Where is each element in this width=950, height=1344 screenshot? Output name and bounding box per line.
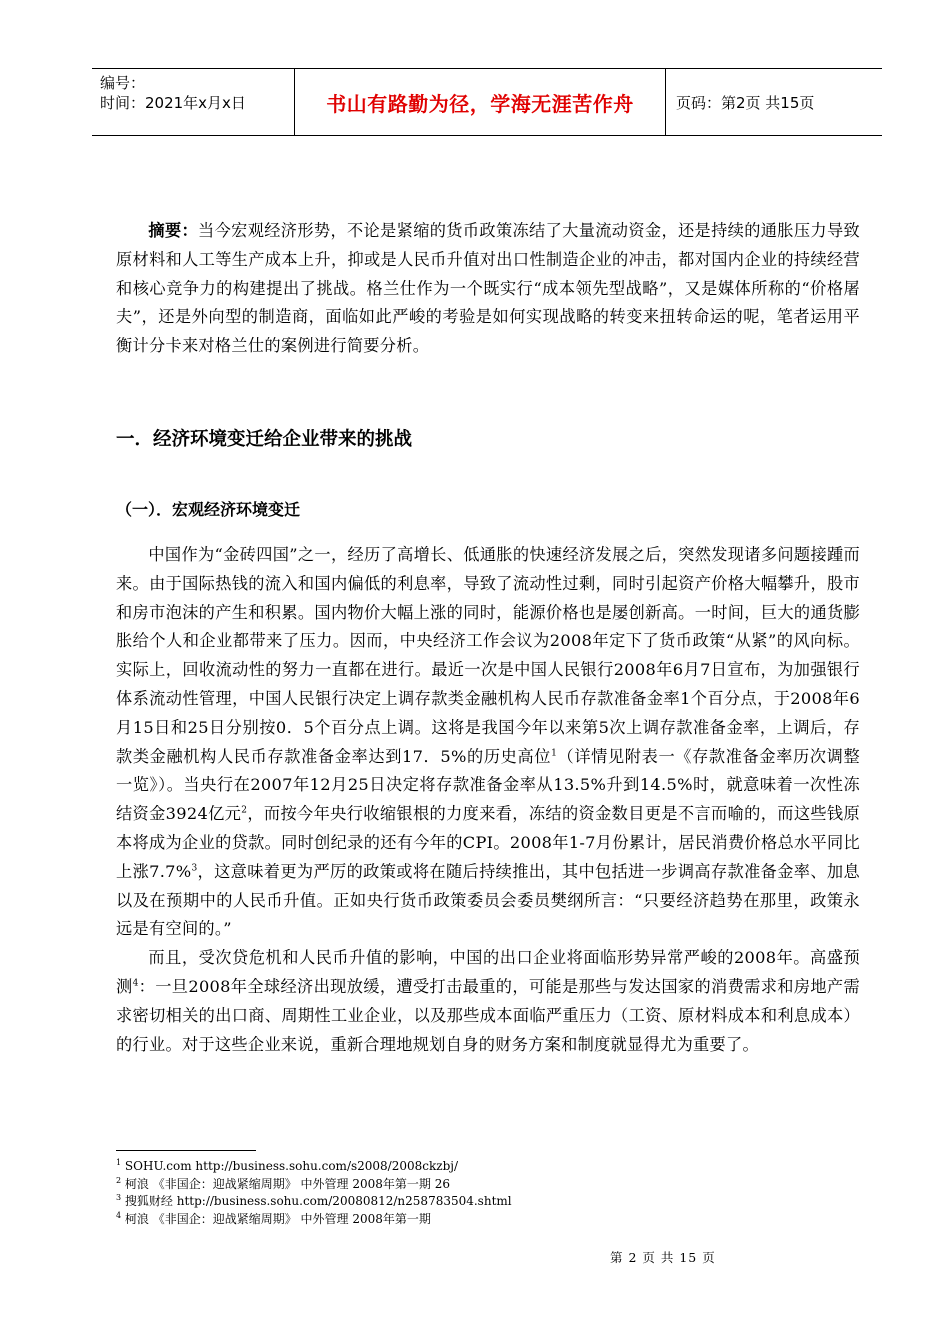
footnote-text: 柯浪 《非国企：迎战紧缩周期》 中外管理 2008年第一期 <box>124 1211 431 1226</box>
para1-text-d: ，这意味着更为严厉的政策或将在随后持续推出，其中包括进一步调高存款准备金率、加息以及在预期中的人民币升值。正如央行货币政策委员会委员樊纲所言：“只要经济趋势在那里，政策永远是有空间的。” <box>116 861 860 939</box>
footnote-text: 柯浪 《非国企：迎战紧缩周期》 中外管理 2008年第一期 26 <box>124 1176 450 1191</box>
para1-text-a: 中国作为“金砖四国”之一，经历了高增长、低通胀的快速经济发展之后，突然发现诸多问题接踵而来。由于国际热钱的流入和国内偏低的利息率，导致了流动性过剩，同时引起资产价格大幅攀升，股市和房市泡沫的产生和积累。国内物价大幅上涨的同时，能源价格也是屡创新高。一时间，巨大的通货膨胀给个人和企业都带来了压力。因而，中央经济工作会议为2008年定下了货币政策“从紧”的风向标。实际上，回收流动性的努力一直都在进行。最近一次是中国人民银行2008年6月7日宣布，为加强银行体系流动性管理，中国人民银行决定上调存款类金融机构人民币存款准备金率1个百分点，于2008年6月15日和25日分别按0．5个百分点上调。这将是我国今年以来第5次上调存款准备金率，上调后，存款类金融机构人民币存款准备金率达到17．5%的历史高位 <box>116 545 860 766</box>
abstract <box>116 217 860 361</box>
footnotes <box>116 1158 512 1228</box>
header-table <box>92 68 882 136</box>
abstract-label: 摘要： <box>148 221 199 240</box>
footnote-number: 4 <box>116 1210 122 1220</box>
serial-label: 编号： <box>100 74 146 92</box>
page-footer: 第 2 页 共 15 页 <box>610 1250 716 1265</box>
time-label: 时间：2021年x月x日 <box>100 94 246 112</box>
footnote <box>116 1193 512 1211</box>
footnote-ref-4: 4 <box>132 978 139 989</box>
para1-text-b: （详情见附表一《存款准备金率历次调整一览》）。当央行在2007年12月25日决定将存款准备金率从13.5%升到14.5%时，就意味着一次性冻结资金3924亿元 <box>116 746 860 824</box>
body-text <box>116 541 860 1059</box>
footnote <box>116 1158 512 1176</box>
footnote-ref-2: 2 <box>241 805 248 816</box>
header-meta-cell <box>92 69 294 135</box>
footnote-number: 1 <box>116 1158 122 1167</box>
para2-text-a: 而且，受次贷危机和人民币升值的影响，中国的出口企业将面临形势异常严峻的2008年。高盛预测 <box>116 948 860 996</box>
header-page-label: 页码：第2页 共15页 <box>676 93 815 112</box>
header-page-cell <box>666 69 882 135</box>
footnote-ref-3: 3 <box>191 863 198 874</box>
footnote-text: SOHU.com http://business.sohu.com/s2008/2008ckzbj/ <box>124 1159 459 1173</box>
footnote-ref-1: 1 <box>551 748 558 759</box>
section-heading-1: 一．经济环境变迁给企业带来的挑战 <box>116 429 413 450</box>
abstract-text: 当今宏观经济形势，不论是紧缩的货币政策冻结了大量流动资金，还是持续的通胀压力导致原材料和人工等生产成本上升，抑或是人民币升值对出口性制造企业的冲击，都对国内企业的持续经营和核心竞争力的构建提出了挑战。格兰仕作为一个既实行“成本领先型战略”，又是媒体所称的“价格屠夫”，还是外向型的制造商，面临如此严峻的考验是如何实现战略的转变来扭转命运的呢，笔者运用平衡计分卡来对格兰仕的案例进行简要分析。 <box>116 221 860 356</box>
footnote <box>116 1211 512 1229</box>
header-motto-cell <box>294 69 666 135</box>
header-motto: 书山有路勤为径，学海无涯苦作舟 <box>326 91 634 116</box>
subsection-heading-1-1: （一）．宏观经济环境变迁 <box>116 500 301 519</box>
para1-text-c: ，而按今年央行收缩银根的力度来看，冻结的资金数目更是不言而喻的，而这些钱原本将成为企业的贷款。同时创纪录的还有今年的CPI。2008年1-7月份累计，居民消费价格总水平同比上涨7.7% <box>116 804 860 881</box>
footnote-text: 搜狐财经 http://business.sohu.com/20080812/n258783504.shtml <box>124 1194 512 1208</box>
footnote-separator <box>116 1150 256 1151</box>
abstract-paragraph <box>116 217 860 361</box>
footnote-number: 3 <box>116 1193 122 1202</box>
body-paragraph-2 <box>116 944 860 1059</box>
footnote <box>116 1176 512 1194</box>
footnote-number: 2 <box>116 1175 122 1185</box>
para2-text-b: ：一旦2008年全球经济出现放缓，遭受打击最重的，可能是那些与发达国家的消费需求和房地产需求密切相关的出口商、周期性工业企业，以及那些成本面临严重压力（工资、原材料成本和利息成本）的行业。对于这些企业来说，重新合理地规划自身的财务方案和制度就显得尤为重要了。 <box>116 976 860 1054</box>
body-paragraph-1 <box>116 541 860 944</box>
